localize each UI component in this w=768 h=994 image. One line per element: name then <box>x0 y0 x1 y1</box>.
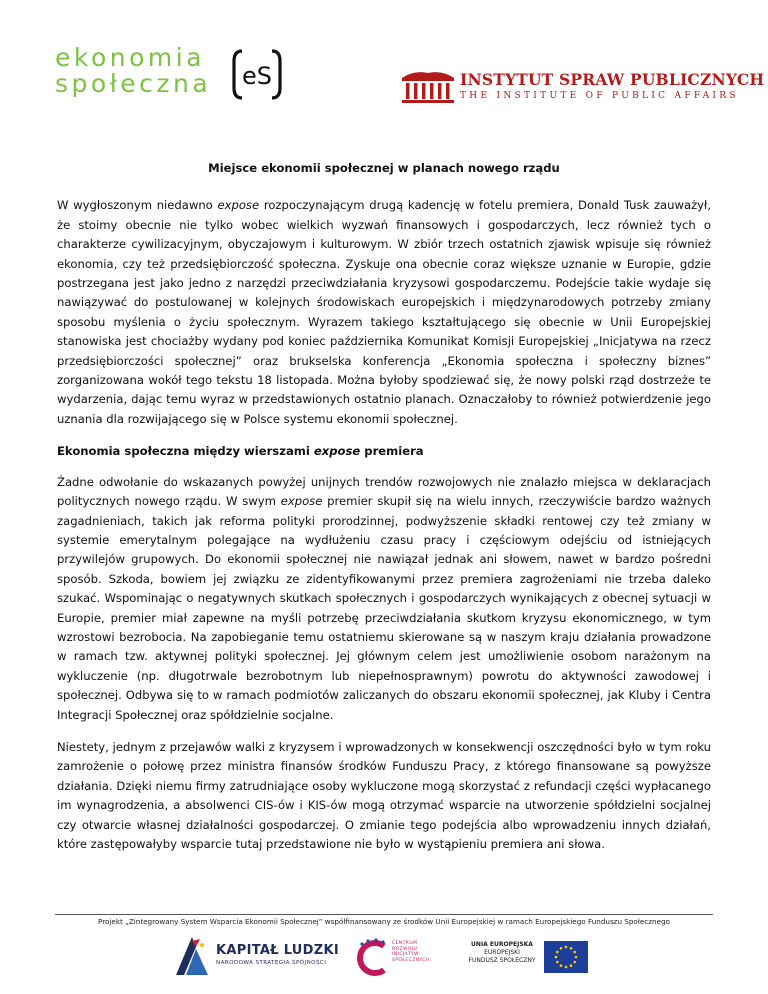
eu-flag-icon <box>544 941 588 973</box>
section-heading <box>57 442 711 461</box>
es-logo-mark <box>232 47 282 102</box>
document-body <box>57 159 711 867</box>
isp-title: INSTYTUT SPRAW PUBLICZNYCH <box>460 70 765 89</box>
isp-subtitle: THE INSTITUTE OF PUBLIC AFFAIRS <box>460 91 739 101</box>
eu-logo <box>468 941 588 979</box>
paragraph-3: Niestety, jednym z przejawów walki z kryzysem i wprowadzonych w konsekwencji oszczędności było w tym roku zamrożenie o połowę przez ministra finansów środków Funduszu Pracy, z którego finansowane są powyższe działania. Dzięki niemu firmy zatrudniające osoby wykluczone mogą skorzystać z refundacji części wypłacanego im wynagrodzenia, a absolwenci CIS-ów i KIS-ów mogą otrzymać wsparcie na utworzenie spółdzielni socjalnej czy otwarcie własnej działalności gospodarczej. O zmianie tego podejścia albo wprowadzeniu innych działań, które zastępowałyby wsparcie tutaj przedstawione nie było w wystąpieniu premiera ani słowa. <box>57 739 711 851</box>
paragraph-2-text-a: Żadne odwołanie do wskazanych powyżej unijnych trendów rozwojowych nie znalazło miejsca w deklaracjach politycznych nowego rządu. W swym <box>57 474 711 509</box>
eu-stars-icon <box>544 941 588 973</box>
isp-temple-icon <box>400 70 456 104</box>
cris-emblem-icon <box>356 938 392 978</box>
cris-line-1: CENTRUM <box>392 941 418 946</box>
paragraph-2-text-b: premier skupił się na wielu innych, rzeczywiście bardzo ważnych zagadnieniach, takich jak reforma polityki prorodzinnej, podwyższenie składki rentowej czy też zmiany w systemie emerytalnym polegające na wydłużeniu czasu pracy i częściowym odejściu od istniejących przywilejów grupowych. Do ekonomii społecznej nie nawiązał jednak ani słowem, nawet w bardzo pośredni sposób. Szkoda, bowiem jej związku ze zidentyfikowanymi przez premiera zagrożeniami nie trzeba daleko szukać. Wspominając o negatywnych skutkach społecznych i gospodarczych wynikających z obecnej sytuacji w Europie, premier miał zapewne na myśli potrzebę przeciwdziałania skutkom kryzysu ekonomicznego, w tym wzrostowi bezrobocia. Na zapobieganie temu ostatniemu skierowane są w naszym kraju działania prowadzone w ramach tzw. aktywnej polityki społecznej. Jej głównym celem jest umożliwienie osobom narażonym na wykluczenie (np. długotrwale bezrobotnym lub niepełnosprawnym) powrotu do aktywności zawodowej i społecznej. Odbywa się to w ramach podmiotów zaliczanych do obszaru ekonomii społecznej, jak Kluby i Centra Integracji Społecznej oraz spółdzielnie socjalne. <box>57 494 711 722</box>
kapital-ludzki-emblem-icon <box>172 935 212 977</box>
section-heading-text-a: Ekonomia społeczna między wierszami <box>57 444 314 459</box>
isp-logo <box>400 70 765 106</box>
paragraph-2 <box>57 473 711 725</box>
cris-line-3: INICJATYW <box>392 952 420 957</box>
document-title: Miejsce ekonomii społecznej w planach nowego rządu <box>208 161 560 175</box>
eu-line-3: FUNDUSZ SPOŁECZNY <box>468 957 536 964</box>
es-logo-wordmark <box>55 45 211 97</box>
eu-text <box>468 941 536 965</box>
ekonomia-spoleczna-logo <box>55 43 272 105</box>
paragraph-1-text-a: W wygłoszonym niedawno <box>57 198 218 213</box>
section-heading-emphasis: expose <box>313 444 361 459</box>
section-heading-text-b: premiera <box>360 444 424 459</box>
paragraph-1-emphasis: expose <box>217 198 260 213</box>
es-logo-line1: ekonomia <box>55 43 206 72</box>
footer-project-text: Projekt „Zintegrowany System Wsparcia Ekonomii Społecznej” współfinansowany ze środków Unii Europejskiej w ramach Europejskiego Funduszu Społecznego <box>98 917 670 926</box>
paragraph-2-emphasis: expose <box>280 494 323 509</box>
cris-line-4: SPOŁECZNYCH <box>392 957 430 963</box>
kapital-ludzki-subtitle: NARODOWA STRATEGIA SPÓJNOŚCI <box>216 960 327 966</box>
kapital-ludzki-logo <box>172 935 339 980</box>
footer-divider <box>55 914 713 915</box>
es-logo-line2: społeczna <box>55 69 212 98</box>
eu-line-1: UNIA EUROPEJSKA <box>471 941 533 948</box>
paragraph-1 <box>57 196 711 429</box>
cris-line-2: ROZWOJU <box>392 946 418 952</box>
cris-logo <box>356 938 446 978</box>
cris-text <box>392 941 430 963</box>
eu-line-2: EUROPEJSKI <box>484 949 520 956</box>
paragraph-1-text-b: rozpoczynającym drugą kadencję w fotelu premiera, Donald Tusk zauważył, że stoimy obecnie nie tylko wobec wielkich wyzwań finansowych i gospodarczych, lecz również tych o charakterze cywilizacyjnym, obyczajowym i kulturowym. W zbiór trzech ostatnich zjawisk wpisuje się również ekonomia, czy też przedsiębiorczość społeczna. Zyskuje ona obecnie coraz większe uznanie w Europie, gdzie postrzegana jest jako jedno z narzędzi przeciwdziałania kryzysowi gospodarczemu. Podejście takie wydaje się nawiązywać do postulowanej w kolejnych środowiskach europejskich i międzynarodowych potrzeby zmiany sposobu myślenia o życiu społecznym. Wyrazem takiego kształtującego się obecnie w Unii Europejskiej stanowiska jest chociażby wydany pod koniec października Komunikat Komisji Europejskiej „Inicjatywa na rzecz przedsiębiorczości społecznej” oraz brukselska konferencja „Ekonomia społeczna i społeczny biznes” zorganizowana wokół tego tekstu 18 listopada. Można byłoby spodziewać się, że nowy polski rząd dostrzeże te wydarzenia, dając temu wyraz w przedstawionych ostatnio planach. Oznaczałoby to również potwierdzenie jego uznania dla rozwijającego się w Polsce systemu ekonomii społecznej. <box>57 198 711 426</box>
es-mark-text: eS <box>242 62 272 90</box>
kapital-ludzki-title: KAPITAŁ LUDZKI <box>216 943 339 958</box>
